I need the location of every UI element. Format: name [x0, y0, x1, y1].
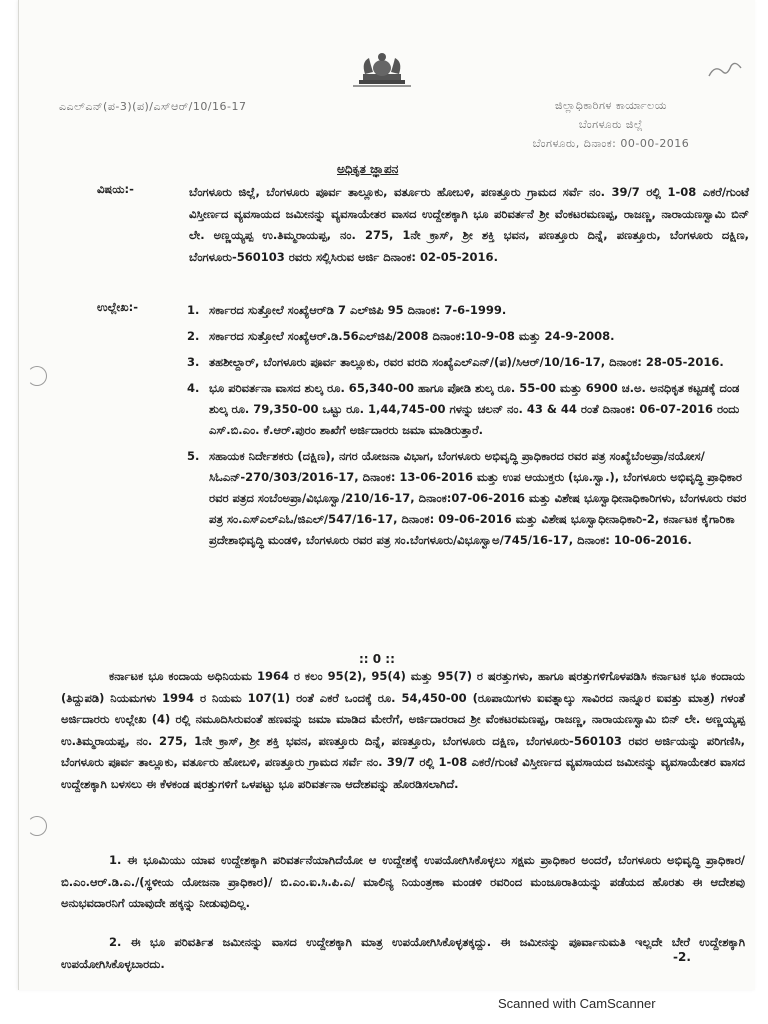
reference-item [187, 300, 747, 321]
office-date: ಬೆಂಗಳೂರು, ದಿನಾಂಕ: 00-00-2016 [532, 137, 690, 150]
handwritten-mark-icon [705, 58, 745, 82]
subject-text: ಬೆಂಗಳೂರು ಜಿಲ್ಲೆ, ಬೆಂಗಳೂರು ಪೂರ್ವ ತಾಲ್ಲೂಕು, ವರ್ತೂರು ಹೋಬಳಿ, ಪಣತ್ತೂರು ಗ್ರಾಮದ ಸರ್ವೆ ನಂ. 39/7 ರಲ್ಲಿ 1-08 ಎಕರೆ/ಗುಂಟೆ ವಿಸ್ತೀರ್ಣದ ವ್ಯವಸಾಯದ ಜಮೀನನ್ನು ವ್ಯವಸಾಯೇತರ ವಾಸದ ಉದ್ದೇಶಕ್ಕಾಗಿ ಭೂ ಪರಿವರ್ತನೆ ಶ್ರೀ ವೆಂಕಟರಮಣಪ್ಪ, ರಾಜಣ್ಣ, ನಾರಾಯಣಸ್ವಾಮಿ ಬಿನ್ ಲೇ. ಅಣ್ಣಯ್ಯಪ್ಪ ಉ.ತಿಮ್ಮರಾಯಪ್ಪ, ನಂ. 275, 1ನೇ ಕ್ರಾಸ್, ಶ್ರೀ ಶಕ್ತಿ ಭವನ, ಪಣತ್ತೂರು ದಿನ್ನೆ, ಪಣತ್ತೂರು, ಬೆಂಗಳೂರು ದಕ್ಷಿಣ, ಬೆಂಗಳೂರು-560103 ರವರು ಸಲ್ಲಿಸಿರುವ ಅರ್ಜಿ ದಿನಾಂಕ: 02-05-2016. [189, 185, 749, 264]
reference-text: ತಹಶೀಲ್ದಾರ್, ಬೆಂಗಳೂರು ಪೂರ್ವ ತಾಲ್ಲೂಕು, ರವರ ವರದಿ ಸಂಖ್ಯೆಎಲ್ಎನ್/(ಪ)/ಸಿಆರ್/10/16-17, ದಿನಾಂಕ: 28-05-2016. [209, 355, 724, 369]
document-page [18, 0, 755, 990]
reference-item [187, 446, 747, 551]
subject-label: ವಿಷಯ:- [97, 182, 134, 196]
references-label: ಉಲ್ಲೇಖ:- [97, 300, 138, 314]
office-address-block [481, 96, 741, 153]
reference-number-1: 1. [187, 303, 200, 317]
state-emblem-icon [351, 50, 413, 90]
reference-text: ಸಹಾಯಕ ನಿರ್ದೇಶಕರು (ದಕ್ಷಿಣ), ನಗರ ಯೋಜನಾ ವಿಭಾಗ, ಬೆಂಗಳೂರು ಅಭಿವೃದ್ಧಿ ಪ್ರಾಧಿಕಾರದ ರವರ ಪತ್ರ ಸಂಖ್ಯೆಬೆಂಅಪ್ರಾ/ನಯೋಸ/ಸಿಓಎನ್-270/303/2016-17, ದಿನಾಂಕ: 13-06-2016 ಮತ್ತು ಉಪ ಆಯುಕ್ತರು (ಭೂ.ಸ್ವಾ.), ಬೆಂಗಳೂರು ಅಭಿವೃದ್ಧಿ ಪ್ರಾಧಿಕಾರ ರವರ ಪತ್ರದ ಸಂಬೆಂಅಪ್ರಾ/ವಿಭೂಸ್ವಾ/210/16-17, ದಿನಾಂಕ:07-06-2016 ಮತ್ತು ವಿಶೇಷ ಭೂಸ್ವಾಧೀನಾಧಿಕಾರಿಗಳು, ಬೆಂಗಳೂರು ರವರ ಪತ್ರ ಸಂ.ಎಸ್ಎಲ್ಎಓ/ಜಿಎಲ್/547/16-17, ದಿನಾಂಕ: 09-06-2016 ಮತ್ತು ವಿಶೇಷ ಭೂಸ್ವಾಧೀನಾಧಿಕಾರಿ-2, ಕರ್ನಾಟಕ ಕೈಗಾರಿಕಾ ಪ್ರದೇಶಾಭಿವೃದ್ಧಿ ಮಂಡಳಿ, ಬೆಂಗಳೂರು ರವರ ಪತ್ರ ಸಂ.ಬೆಂಗಳೂರು/ವಿಭೂಸ್ವಾಅ/745/16-17, ದಿನಾಂಕ: 10-06-2016. [209, 449, 747, 547]
document-title: ಅಧಿಕೃತ ಜ್ಞಾಪನ [337, 162, 399, 176]
reference-text: ಸರ್ಕಾರದ ಸುತ್ತೋಲೆ ಸಂಖ್ಯೆಆರ್.ಡಿ.56ಎಲ್‌ಜಿಪಿ/2008 ದಿನಾಂಕ:10-9-08 ಮತ್ತು 24-9-2008. [209, 329, 615, 343]
office-name: ಜಿಲ್ಲಾಧಿಕಾರಿಗಳ ಕಾರ್ಯಾಲಯ [555, 99, 667, 112]
body-paragraph: ಕರ್ನಾಟಕ ಭೂ ಕಂದಾಯ ಅಧಿನಿಯಮ 1964 ರ ಕಲಂ 95(2), 95(4) ಮತ್ತು 95(7) ರ ಷರತ್ತುಗಳು, ಹಾಗೂ ಷರತ್ತುಗಳಿಗೊಳಪಡಿಸಿ ಕರ್ನಾಟಕ ಭೂ ಕಂದಾಯ (ತಿದ್ದುಪಡಿ) ನಿಯಮಗಳು 1994 ರ ನಿಯಮ 107(1) ರಂತೆ ಎಕರೆ ಒಂದಕ್ಕೆ ರೂ. 54,450-00 (ರೂಪಾಯಿಗಳು ಐವತ್ನಾಲ್ಕು ಸಾವಿರದ ನಾನ್ನೂರ ಐವತ್ತು ಮಾತ್ರ) ಗಳಂತೆ ಅರ್ಜಿದಾರರು ಉಲ್ಲೇಖ (4) ರಲ್ಲಿ ನಮೂದಿಸಿರುವಂತೆ ಹಣವನ್ನು ಜಮಾ ಮಾಡಿದ ಮೇರೆಗೆ, ಅರ್ಜಿದಾರರಾದ ಶ್ರೀ ವೆಂಕಟರಮಣಪ್ಪ, ರಾಜಣ್ಣ, ನಾರಾಯಣಸ್ವಾಮಿ ಬಿನ್ ಲೇ. ಅಣ್ಣಯ್ಯಪ್ಪ ಉ.ತಿಮ್ಮರಾಯಪ್ಪ, ನಂ. 275, 1ನೇ ಕ್ರಾಸ್, ಶ್ರೀ ಶಕ್ತಿ ಭವನ, ಪಣತ್ತೂರು ದಿನ್ನೆ, ಪಣತ್ತೂರು, ಬೆಂಗಳೂರು ದಕ್ಷಿಣ, ಬೆಂಗಳೂರು-560103 ರವರ ಅರ್ಜಿಯನ್ನು ಪರಿಗಣಿಸಿ, ಬೆಂಗಳೂರು ಪೂರ್ವ ತಾಲ್ಲೂಕು, ವರ್ತೂರು ಹೋಬಳಿ, ಪಣತ್ತೂರು ಗ್ರಾಮದ ಸರ್ವೆ ನಂ. 39/7 ರಲ್ಲಿ 1-08 ಎಕರೆ/ಗುಂಟೆ ವಿಸ್ತೀರ್ಣದ ವ್ಯವಸಾಯದ ಜಮೀನನ್ನು ವ್ಯವಸಾಯೇತರ ವಾಸದ ಉದ್ದೇಶಕ್ಕಾಗಿ ಬಳಸಲು ಈ ಕೆಳಕಂಡ ಷರತ್ತುಗಳಿಗೆ ಒಳಪಟ್ಟು ಭೂ ಪರಿವರ್ತನಾ ಆದೇಶವನ್ನು ಹೊರಡಿಸಲಾಗಿದೆ. [61, 669, 745, 791]
references-list [187, 300, 747, 556]
condition-paragraph-2: 2. ಈ ಭೂ ಪರಿವರ್ತಿತ ಜಮೀನನ್ನು ವಾಸದ ಉದ್ದೇಶಕ್ಕಾಗಿ ಮಾತ್ರ ಉಪಯೋಗಿಸಿಕೊಳ್ಳತಕ್ಕದ್ದು. ಈ ಜಮೀನನ್ನು ಪೂರ್ವಾನುಮತಿ ಇಲ್ಲದೇ ಬೇರೆ ಉದ್ದೇಶಕ್ಕಾಗಿ ಉಪಯೋಗಿಸಿಕೊಳ್ಳಬಾರದು. [61, 935, 745, 971]
reference-number-5: 5. [187, 449, 200, 463]
condition-paragraph-1: 1. ಈ ಭೂಮಿಯು ಯಾವ ಉದ್ದೇಶಕ್ಕಾಗಿ ಪರಿವರ್ತನೆಯಾಗಿದೆಯೋ ಆ ಉದ್ದೇಶಕ್ಕೆ ಉಪಯೋಗಿಸಿಕೊಳ್ಳಲು ಸಕ್ಷಮ ಪ್ರಾಧಿಕಾರ ಅಂದರೆ, ಬೆಂಗಳೂರು ಅಭಿವೃದ್ಧಿ ಪ್ರಾಧಿಕಾರ/ಬಿ.ಎಂ.ಆರ್.ಡಿ.ಎ./(ಸ್ಥಳೀಯ ಯೋಜನಾ ಪ್ರಾಧಿಕಾರ)/ ಬಿ.ಎಂ.ಐ.ಸಿ.ಪಿ.ಎ/ ಮಾಲಿನ್ಯ ನಿಯಂತ್ರಣಾ ಮಂಡಳಿ ರವರಿಂದ ಮಂಜೂರಾತಿಯನ್ನು ಪಡೆಯದ ಹೊರತು ಈ ಆದೇಶವು ಅನುಭವದಾರನಿಗೆ ಯಾವುದೇ ಹಕ್ಕನ್ನು ನೀಡುವುದಿಲ್ಲ. [61, 853, 745, 910]
punch-hole-mark [27, 816, 47, 836]
page-number: -2. [673, 950, 691, 964]
scanner-watermark: Scanned with CamScanner [498, 996, 656, 1011]
reference-number-3: 3. [187, 355, 200, 369]
section-separator: :: 0 :: [359, 652, 395, 666]
punch-hole-mark [27, 366, 47, 386]
reference-number: ಎಎಲ್ಎನ್(ಪ-3)(ಪ)/ಎಸ್ಆರ್/10/16-17 [59, 100, 247, 113]
reference-item [187, 326, 747, 347]
reference-number-2: 2. [187, 329, 200, 343]
reference-text: ಭೂ ಪರಿವರ್ತನಾ ವಾಸದ ಶುಲ್ಕ ರೂ. 65,340-00 ಹಾಗೂ ಪೋಡಿ ಶುಲ್ಕ ರೂ. 55-00 ಮತ್ತು 6900 ಚ.ಅ. ಅನಧಿಕೃತ ಕಟ್ಟಡಕ್ಕೆ ದಂಡ ಶುಲ್ಕ ರೂ. 79,350-00 ಒಟ್ಟು ರೂ. 1,44,745-00 ಗಳನ್ನು ಚಲನ್ ನಂ. 43 & 44 ರಂತೆ ದಿನಾಂಕ: 06-07-2016 ರಂದು ಎಸ್.ಬಿ.ಎಂ. ಕೆ.ಆರ್.ಪುರಂ ಶಾಖೆಗೆ ಅರ್ಜಿದಾರರು ಜಮಾ ಮಾಡಿರುತ್ತಾರೆ. [209, 381, 740, 437]
reference-item [187, 378, 747, 441]
reference-item [187, 352, 747, 373]
reference-text: ಸರ್ಕಾರದ ಸುತ್ತೋಲೆ ಸಂಖ್ಯೆಆರ್‌ಡಿ 7 ಎಲ್‌ಜಿಪಿ 95 ದಿನಾಂಕ: 7-6-1999. [209, 303, 507, 317]
reference-number-4: 4. [187, 381, 200, 395]
office-district: ಬೆಂಗಳೂರು ಜಿಲ್ಲೆ [578, 118, 644, 131]
